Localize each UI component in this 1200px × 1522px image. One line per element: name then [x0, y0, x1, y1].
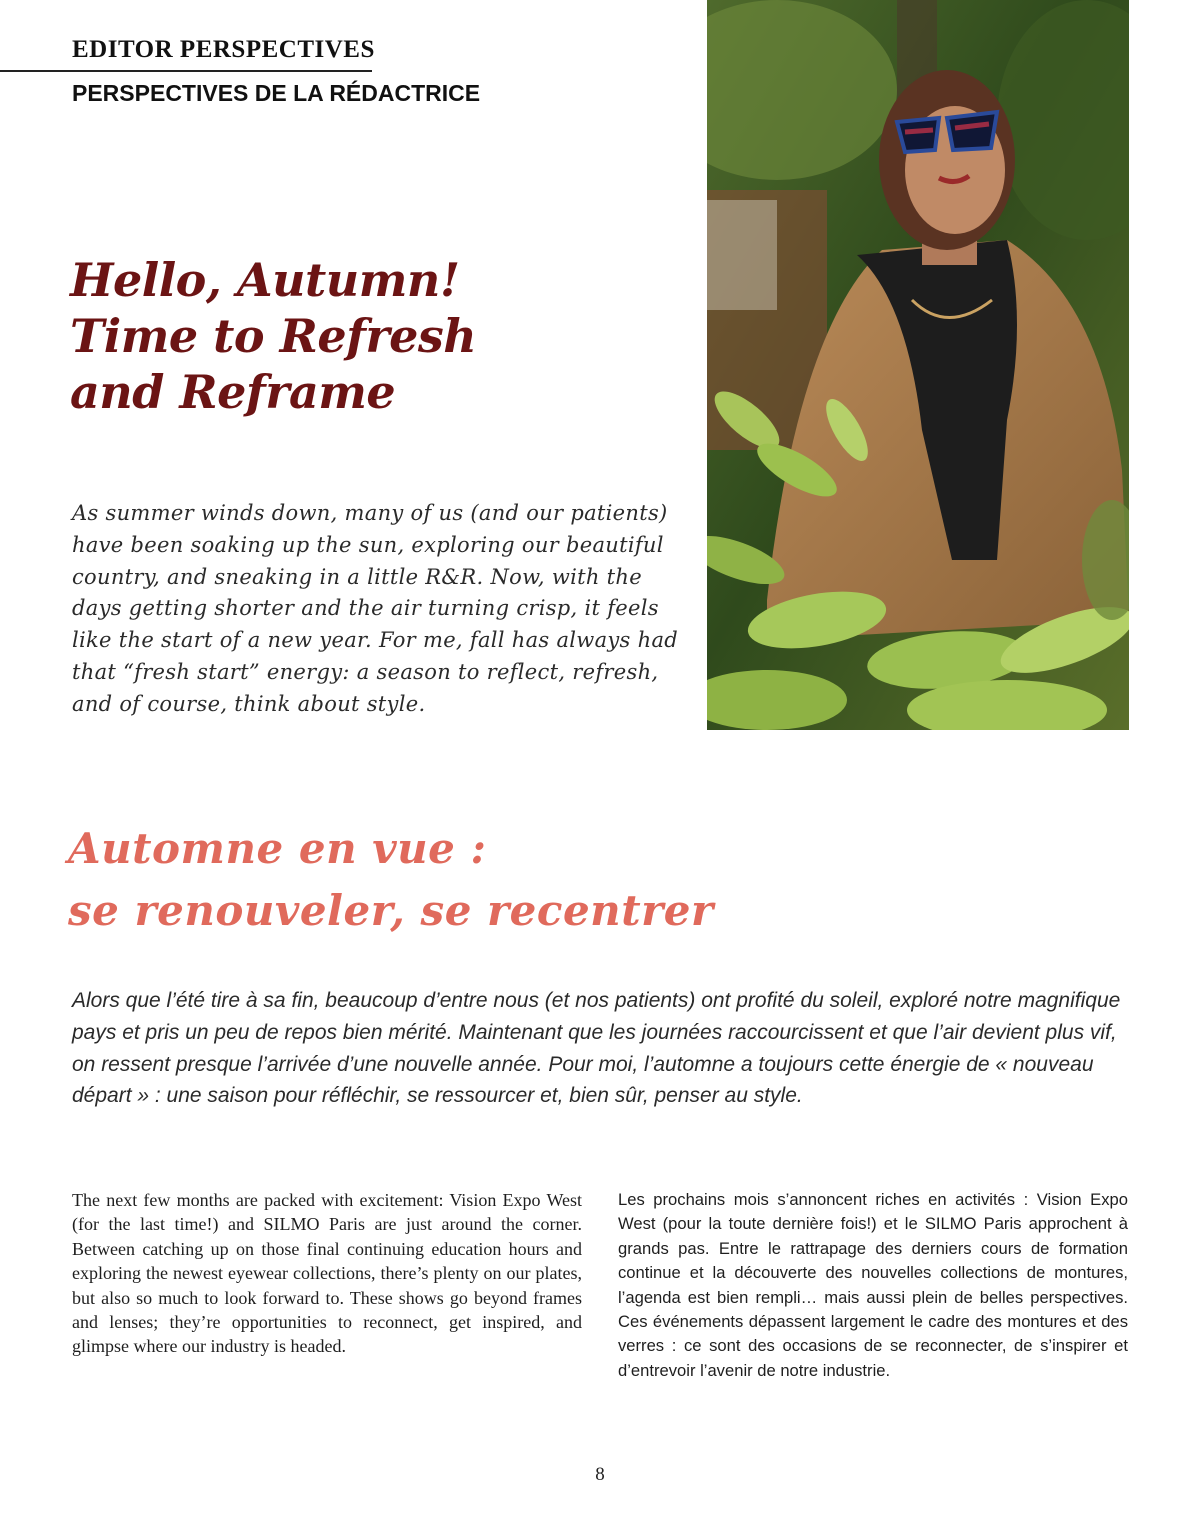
- headline-en-line: Hello, Autumn!: [70, 253, 460, 307]
- body-column-fr: Les prochains mois s’annoncent riches en activités : Vision Expo West (pour la toute dernière fois!) et le SILMO Paris approchent à grands pas. Entre le rattrapage des derniers cours de formation continue et la découverte des nouvelles collections de montures, l’agenda est bien rempli… mais aussi plein de belles perspectives. Ces événements dépassent largement le cadre des montures et des verres : ce sont des occasions de se reconnecter, de s’inspirer et d’entrevoir l’avenir de notre industrie.: [618, 1190, 1128, 1380]
- section-label-en: EDITOR PERSPECTIVES: [72, 36, 375, 63]
- intro-fr: Alors que l’été tire à sa fin, beaucoup d’entre nous (et nos patients) ont profité du soleil, exploré notre magnifique pays et pris un peu de repos bien mérité. Maintenant que les journées raccourcissent et que l’air devient plus vif, on ressent presque l’arrivée d’une nouvelle année. Pour moi, l’automne a toujours cette énergie de « nouveau départ » : une saison pour réfléchir, se ressourcer et, bien sûr, penser au style.: [72, 989, 1121, 1108]
- header-divider: [0, 70, 372, 72]
- body-column-en: The next few months are packed with excitement: Vision Expo West (for the last time!) and SILMO Paris are just around the corner. Between catching up on those final continuing education hours and exploring the newest eyewear collections, there’s plenty on our plates, but also so much to look forward to. These shows go beyond frames and lenses; they’re opportunities to reconnect, get inspired, and glimpse where our industry is headed.: [72, 1190, 582, 1357]
- headline-fr-line: se renouveler, se recentrer: [68, 886, 714, 935]
- headline-fr: [68, 818, 968, 942]
- section-label-fr: PERSPECTIVES DE LA RÉDACTRICE: [72, 80, 481, 106]
- headline-fr-line: Automne en vue :: [68, 824, 487, 873]
- headline-en-line: and Reframe: [70, 365, 396, 419]
- page-number: 8: [595, 1464, 605, 1485]
- intro-en: As summer winds down, many of us (and our patients) have been soaking up the sun, exploring our beautiful country, and sneaking in a little R&R. Now, with the days getting shorter and the air turning crisp, it feels like the start of a new year. For me, fall has always had that “fresh start” energy: a season to reflect, refresh, and of course, think about style.: [72, 501, 679, 716]
- headline-en-line: Time to Refresh: [70, 309, 477, 363]
- headline-en: [70, 252, 670, 420]
- editor-portrait-photo: [707, 0, 1129, 730]
